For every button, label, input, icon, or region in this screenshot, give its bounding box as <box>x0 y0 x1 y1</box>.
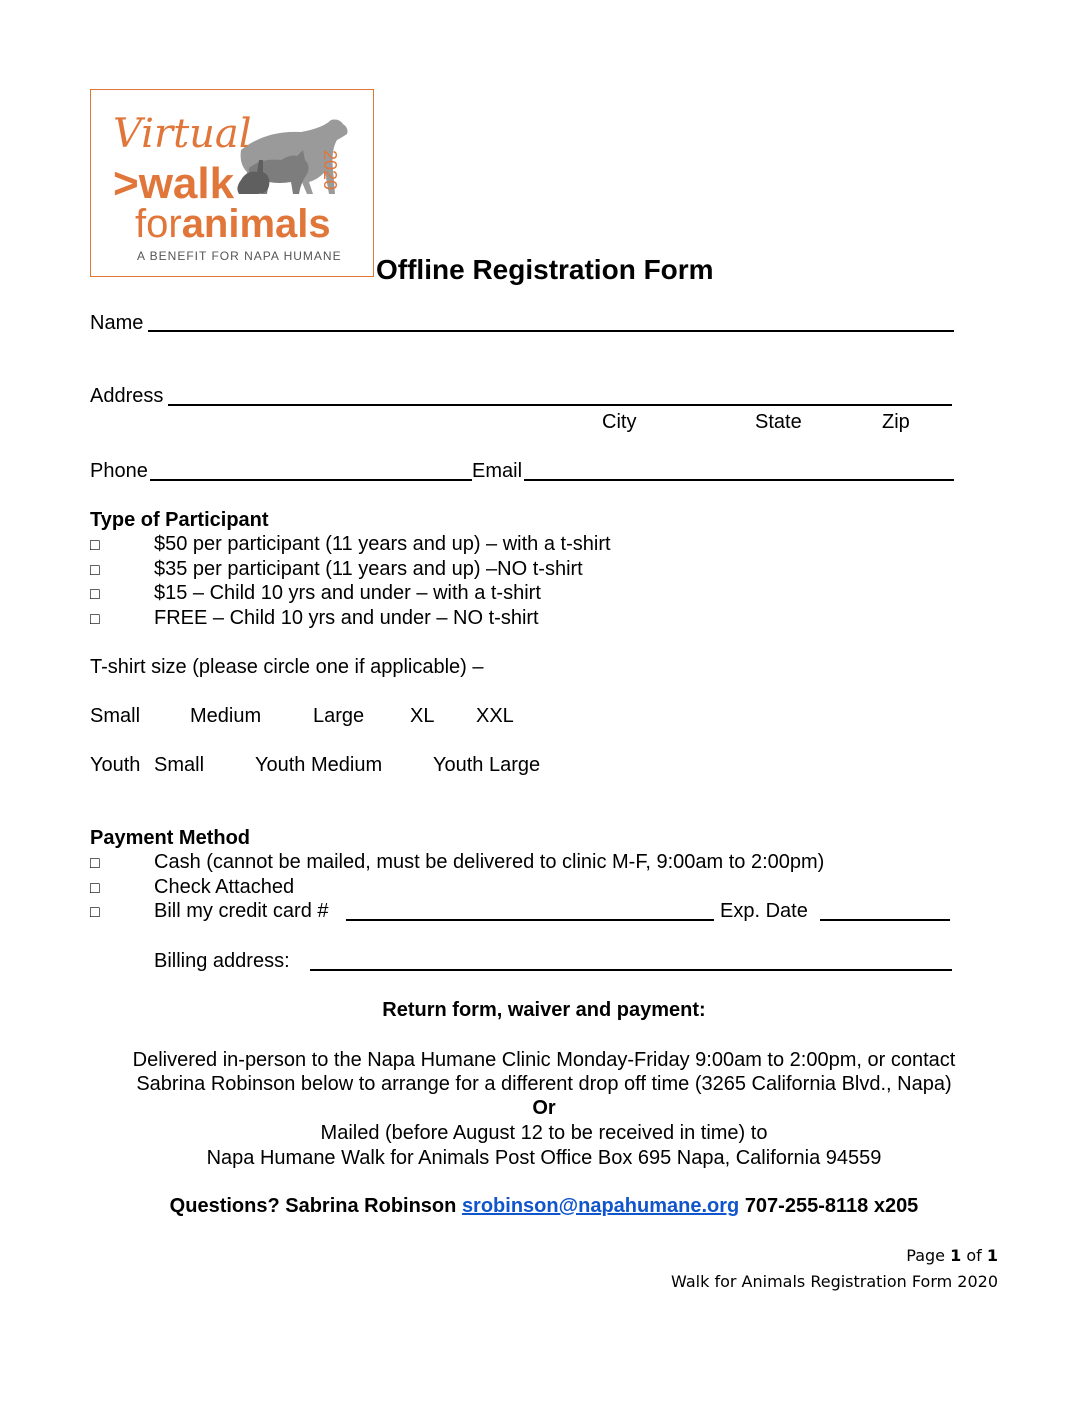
size-youth-word[interactable]: Youth <box>90 754 141 776</box>
participant-checkbox-2[interactable]: □ <box>90 562 100 579</box>
size-small[interactable]: Small <box>90 705 141 727</box>
participant-option-3: $15 – Child 10 yrs and under – with a t-shirt <box>154 582 541 604</box>
phone-field[interactable] <box>150 479 472 481</box>
billing-address-label: Billing address: <box>154 950 290 972</box>
email-label: Email <box>472 460 523 482</box>
return-line-3: Mailed (before August 12 to be received in time) to <box>320 1122 768 1144</box>
return-line-1: Delivered in-person to the Napa Humane Clinic Monday-Friday 9:00am to 2:00pm, or contact <box>132 1049 956 1071</box>
questions-prefix: Questions? Sabrina Robinson <box>169 1195 457 1217</box>
questions-line <box>0 1196 1088 1216</box>
payment-heading: Payment Method <box>90 827 251 849</box>
tshirt-prompt: T-shirt size (please circle one if applicable) – <box>90 656 484 678</box>
exp-date-field[interactable] <box>820 919 950 921</box>
logo-virtual-text: Virtual <box>113 111 252 157</box>
payment-cash-checkbox[interactable]: □ <box>90 855 100 872</box>
payment-check-checkbox[interactable]: □ <box>90 880 100 897</box>
size-large[interactable]: Large <box>313 705 365 727</box>
email-field[interactable] <box>524 479 954 481</box>
zip-label: Zip <box>882 411 910 433</box>
event-logo <box>90 89 374 277</box>
return-heading: Return form, waiver and payment: <box>382 999 706 1021</box>
logo-tagline: A BENEFIT FOR NAPA HUMANE <box>137 249 342 263</box>
page-number: Page 1 of 1 <box>906 1246 998 1265</box>
payment-credit-label: Bill my credit card # <box>154 900 329 922</box>
size-medium[interactable]: Medium <box>190 705 262 727</box>
payment-credit-checkbox[interactable]: □ <box>90 904 100 921</box>
participant-option-1: $50 per participant (11 years and up) – with a t-shirt <box>154 533 611 555</box>
city-label: City <box>602 411 637 433</box>
size-xxl[interactable]: XXL <box>476 705 514 727</box>
participant-heading: Type of Participant <box>90 509 269 531</box>
size-youth-large[interactable]: Youth Large <box>433 754 541 776</box>
phone-label: Phone <box>90 460 148 482</box>
payment-check-label: Check Attached <box>154 876 295 898</box>
return-or: Or <box>532 1097 556 1119</box>
name-label: Name <box>90 312 144 334</box>
name-field[interactable] <box>148 330 954 332</box>
footer-doc-title: Walk for Animals Registration Form 2020 <box>671 1272 998 1291</box>
size-youth-medium[interactable]: Youth Medium <box>255 754 383 776</box>
state-label: State <box>755 411 802 433</box>
credit-card-field[interactable] <box>346 919 714 921</box>
address-field[interactable] <box>168 404 952 406</box>
return-line-4: Napa Humane Walk for Animals Post Office Box 695 Napa, California 94559 <box>206 1147 882 1169</box>
billing-address-field[interactable] <box>310 969 952 971</box>
participant-checkbox-4[interactable]: □ <box>90 611 100 628</box>
logo-for-animals-text: foranimals <box>135 202 331 246</box>
participant-option-2: $35 per participant (11 years and up) –NO t-shirt <box>154 558 583 580</box>
return-line-2: Sabrina Robinson below to arrange for a different drop off time (3265 California Blvd., Napa) <box>136 1073 952 1095</box>
contact-phone: 707-255-8118 x205 <box>744 1195 919 1217</box>
logo-walk-text: >walk <box>113 159 235 208</box>
participant-option-4: FREE – Child 10 yrs and under – NO t-shirt <box>154 607 539 629</box>
contact-email-link[interactable]: srobinson@napahumane.org <box>461 1195 740 1217</box>
size-xl[interactable]: XL <box>410 705 435 727</box>
participant-checkbox-3[interactable]: □ <box>90 586 100 603</box>
participant-checkbox-1[interactable]: □ <box>90 537 100 554</box>
logo-year-text: 2020 <box>320 150 340 191</box>
payment-cash-label: Cash (cannot be mailed, must be delivered to clinic M-F, 9:00am to 2:00pm) <box>154 851 825 873</box>
exp-date-label: Exp. Date <box>720 900 808 922</box>
size-youth-small[interactable]: Small <box>154 754 205 776</box>
page-title: Offline Registration Form <box>376 254 714 285</box>
address-label: Address <box>90 385 164 407</box>
